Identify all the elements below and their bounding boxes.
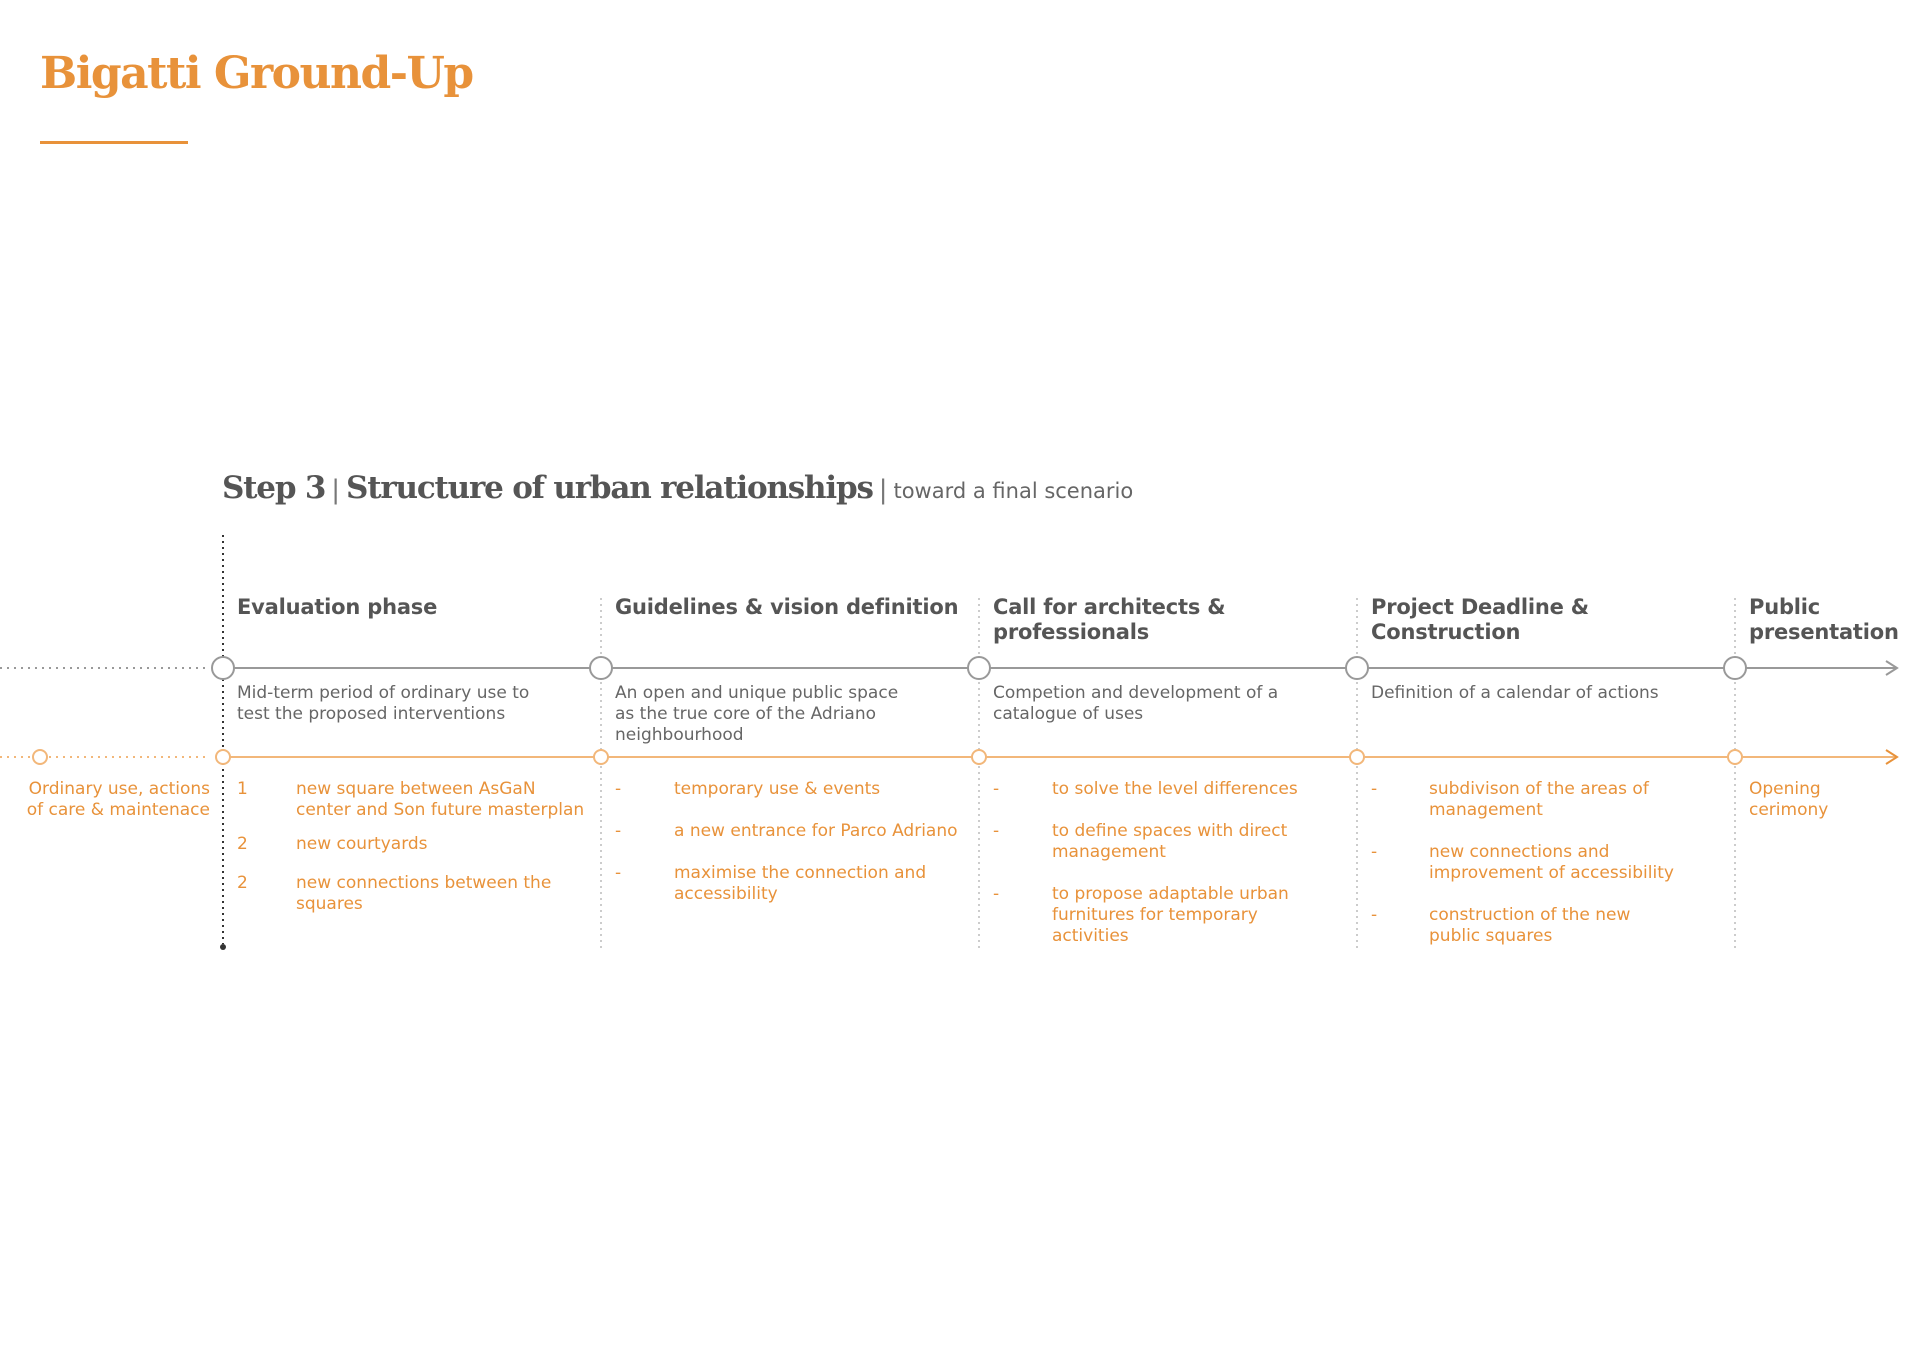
phase-3-action-2-marker: - <box>993 821 1000 841</box>
phase-3-action-3-line-3: activities <box>1052 926 1129 946</box>
phase-3-action-3-marker: - <box>993 884 1000 904</box>
phase-3-desc-line-2: catalogue of uses <box>993 704 1144 724</box>
page-title: Bigatti Ground-Up <box>40 48 473 99</box>
phase-4-title-line-1: Project Deadline & <box>1371 595 1589 619</box>
phase-3-action-2-line-2: management <box>1052 842 1166 862</box>
phase-2-action-1-line-1: temporary use & events <box>674 779 881 799</box>
gray-node-3 <box>968 657 990 679</box>
orange-node-1 <box>216 750 230 764</box>
phase-2-description <box>615 683 898 746</box>
phase-3-action-2-line-1: to define spaces with direct <box>1052 821 1288 841</box>
phase-2-action-1 <box>674 779 880 800</box>
phase-5-action-1-line-1: Opening <box>1749 779 1821 799</box>
orange-node-2 <box>594 750 608 764</box>
phase-4-action-1-line-1: subdivison of the areas of <box>1429 779 1649 799</box>
phase-3-title <box>993 595 1225 645</box>
phase-3-action-3-line-2: furnitures for temporary <box>1052 905 1258 925</box>
phase-2-title <box>615 595 958 620</box>
phase-4-action-3-line-1: construction of the new <box>1429 905 1631 925</box>
side-label <box>20 779 210 821</box>
phase-1-desc-line-1: Mid-term period of ordinary use to <box>237 683 530 703</box>
gray-node-2 <box>590 657 612 679</box>
phase-5-title-line-2: presentation <box>1749 620 1899 644</box>
side-label-line-1: Ordinary use, actions <box>28 779 210 799</box>
phase-4-action-2-line-2: improvement of accessibility <box>1429 863 1674 883</box>
phase-4-action-1-marker: - <box>1371 779 1378 799</box>
phase-1-action-2-line-1: new courtyards <box>296 834 428 854</box>
phase-1-action-1 <box>296 779 584 821</box>
phase-3-action-1 <box>1052 779 1298 800</box>
phase-4-action-2-marker: - <box>1371 842 1378 862</box>
phase-1-action-3 <box>296 873 551 915</box>
phase-3-action-2 <box>1052 821 1287 863</box>
phase-1-title-line-1: Evaluation phase <box>237 595 438 619</box>
phase-1-action-3-line-2: squares <box>296 894 363 914</box>
phase-1-desc-line-2: test the proposed interventions <box>237 704 506 724</box>
gray-node-4 <box>1346 657 1368 679</box>
step-name: Structure of urban relationships <box>346 470 873 506</box>
phase-2-desc-line-3: neighbourhood <box>615 725 744 745</box>
phase-3-action-3 <box>1052 884 1289 947</box>
orange-node-3 <box>972 750 986 764</box>
start-marker-dot <box>220 944 226 950</box>
step-separator-2: | <box>878 475 888 505</box>
phase-1-title <box>237 595 437 620</box>
phase-1-description <box>237 683 529 725</box>
phase-4-action-2 <box>1429 842 1674 884</box>
phase-1-action-3-line-1: new connections between the <box>296 873 552 893</box>
phase-4-action-1-line-2: management <box>1429 800 1543 820</box>
phase-4-action-1 <box>1429 779 1649 821</box>
phase-1-action-2 <box>296 834 428 855</box>
gray-node-1 <box>212 657 234 679</box>
phase-3-title-line-1: Call for architects & <box>993 595 1226 619</box>
phase-4-description <box>1371 683 1659 704</box>
phase-4-title <box>1371 595 1589 645</box>
phase-3-action-1-line-1: to solve the level differences <box>1052 779 1298 799</box>
orange-node-5 <box>1728 750 1742 764</box>
phase-2-action-3 <box>674 863 926 905</box>
phase-1-action-1-line-2: center and Son future masterplan <box>296 800 585 820</box>
phase-2-action-3-marker: - <box>615 863 622 883</box>
phase-1-action-1-marker: 1 <box>237 779 248 799</box>
phase-5-title-line-1: Public <box>1749 595 1821 619</box>
phase-4-title-line-2: Construction <box>1371 620 1521 644</box>
phase-3-desc-line-1: Competion and development of a <box>993 683 1279 703</box>
side-label-line-2: of care & maintenace <box>26 800 210 820</box>
phase-1-action-3-marker: 2 <box>237 873 248 893</box>
phase-3-action-1-marker: - <box>993 779 1000 799</box>
phase-2-desc-line-1: An open and unique public space <box>615 683 899 703</box>
phase-2-title-line-1: Guidelines & vision definition <box>615 595 959 619</box>
step-subtitle: toward a final scenario <box>893 479 1134 503</box>
phase-2-desc-line-2: as the true core of the Adriano <box>615 704 877 724</box>
phase-5-action-1 <box>1749 779 1828 821</box>
phase-1-action-1-line-1: new square between AsGaN <box>296 779 536 799</box>
phase-2-action-3-line-1: maximise the connection and <box>674 863 927 883</box>
phase-3-title-line-2: professionals <box>993 620 1150 644</box>
gray-node-5 <box>1724 657 1746 679</box>
phase-5-title <box>1749 595 1899 645</box>
phase-4-action-2-line-1: new connections and <box>1429 842 1610 862</box>
phase-5-action-1-line-2: cerimony <box>1749 800 1829 820</box>
step-number: Step 3 <box>222 470 326 506</box>
phase-2-action-2-marker: - <box>615 821 622 841</box>
phase-2-action-2 <box>674 821 958 842</box>
orange-node-0 <box>33 750 47 764</box>
phase-4-desc-line-1: Definition of a calendar of actions <box>1371 683 1659 703</box>
phase-2-action-1-marker: - <box>615 779 622 799</box>
orange-node-4 <box>1350 750 1364 764</box>
step-separator: | <box>331 475 341 505</box>
phase-3-action-3-line-1: to propose adaptable urban <box>1052 884 1289 904</box>
phase-4-action-3-line-2: public squares <box>1429 926 1553 946</box>
phase-2-action-3-line-2: accessibility <box>674 884 778 904</box>
phase-3-description <box>993 683 1278 725</box>
phase-1-action-2-marker: 2 <box>237 834 248 854</box>
phase-2-action-2-line-1: a new entrance for Parco Adriano <box>674 821 958 841</box>
phase-4-action-3 <box>1429 905 1630 947</box>
phase-4-action-3-marker: - <box>1371 905 1378 925</box>
